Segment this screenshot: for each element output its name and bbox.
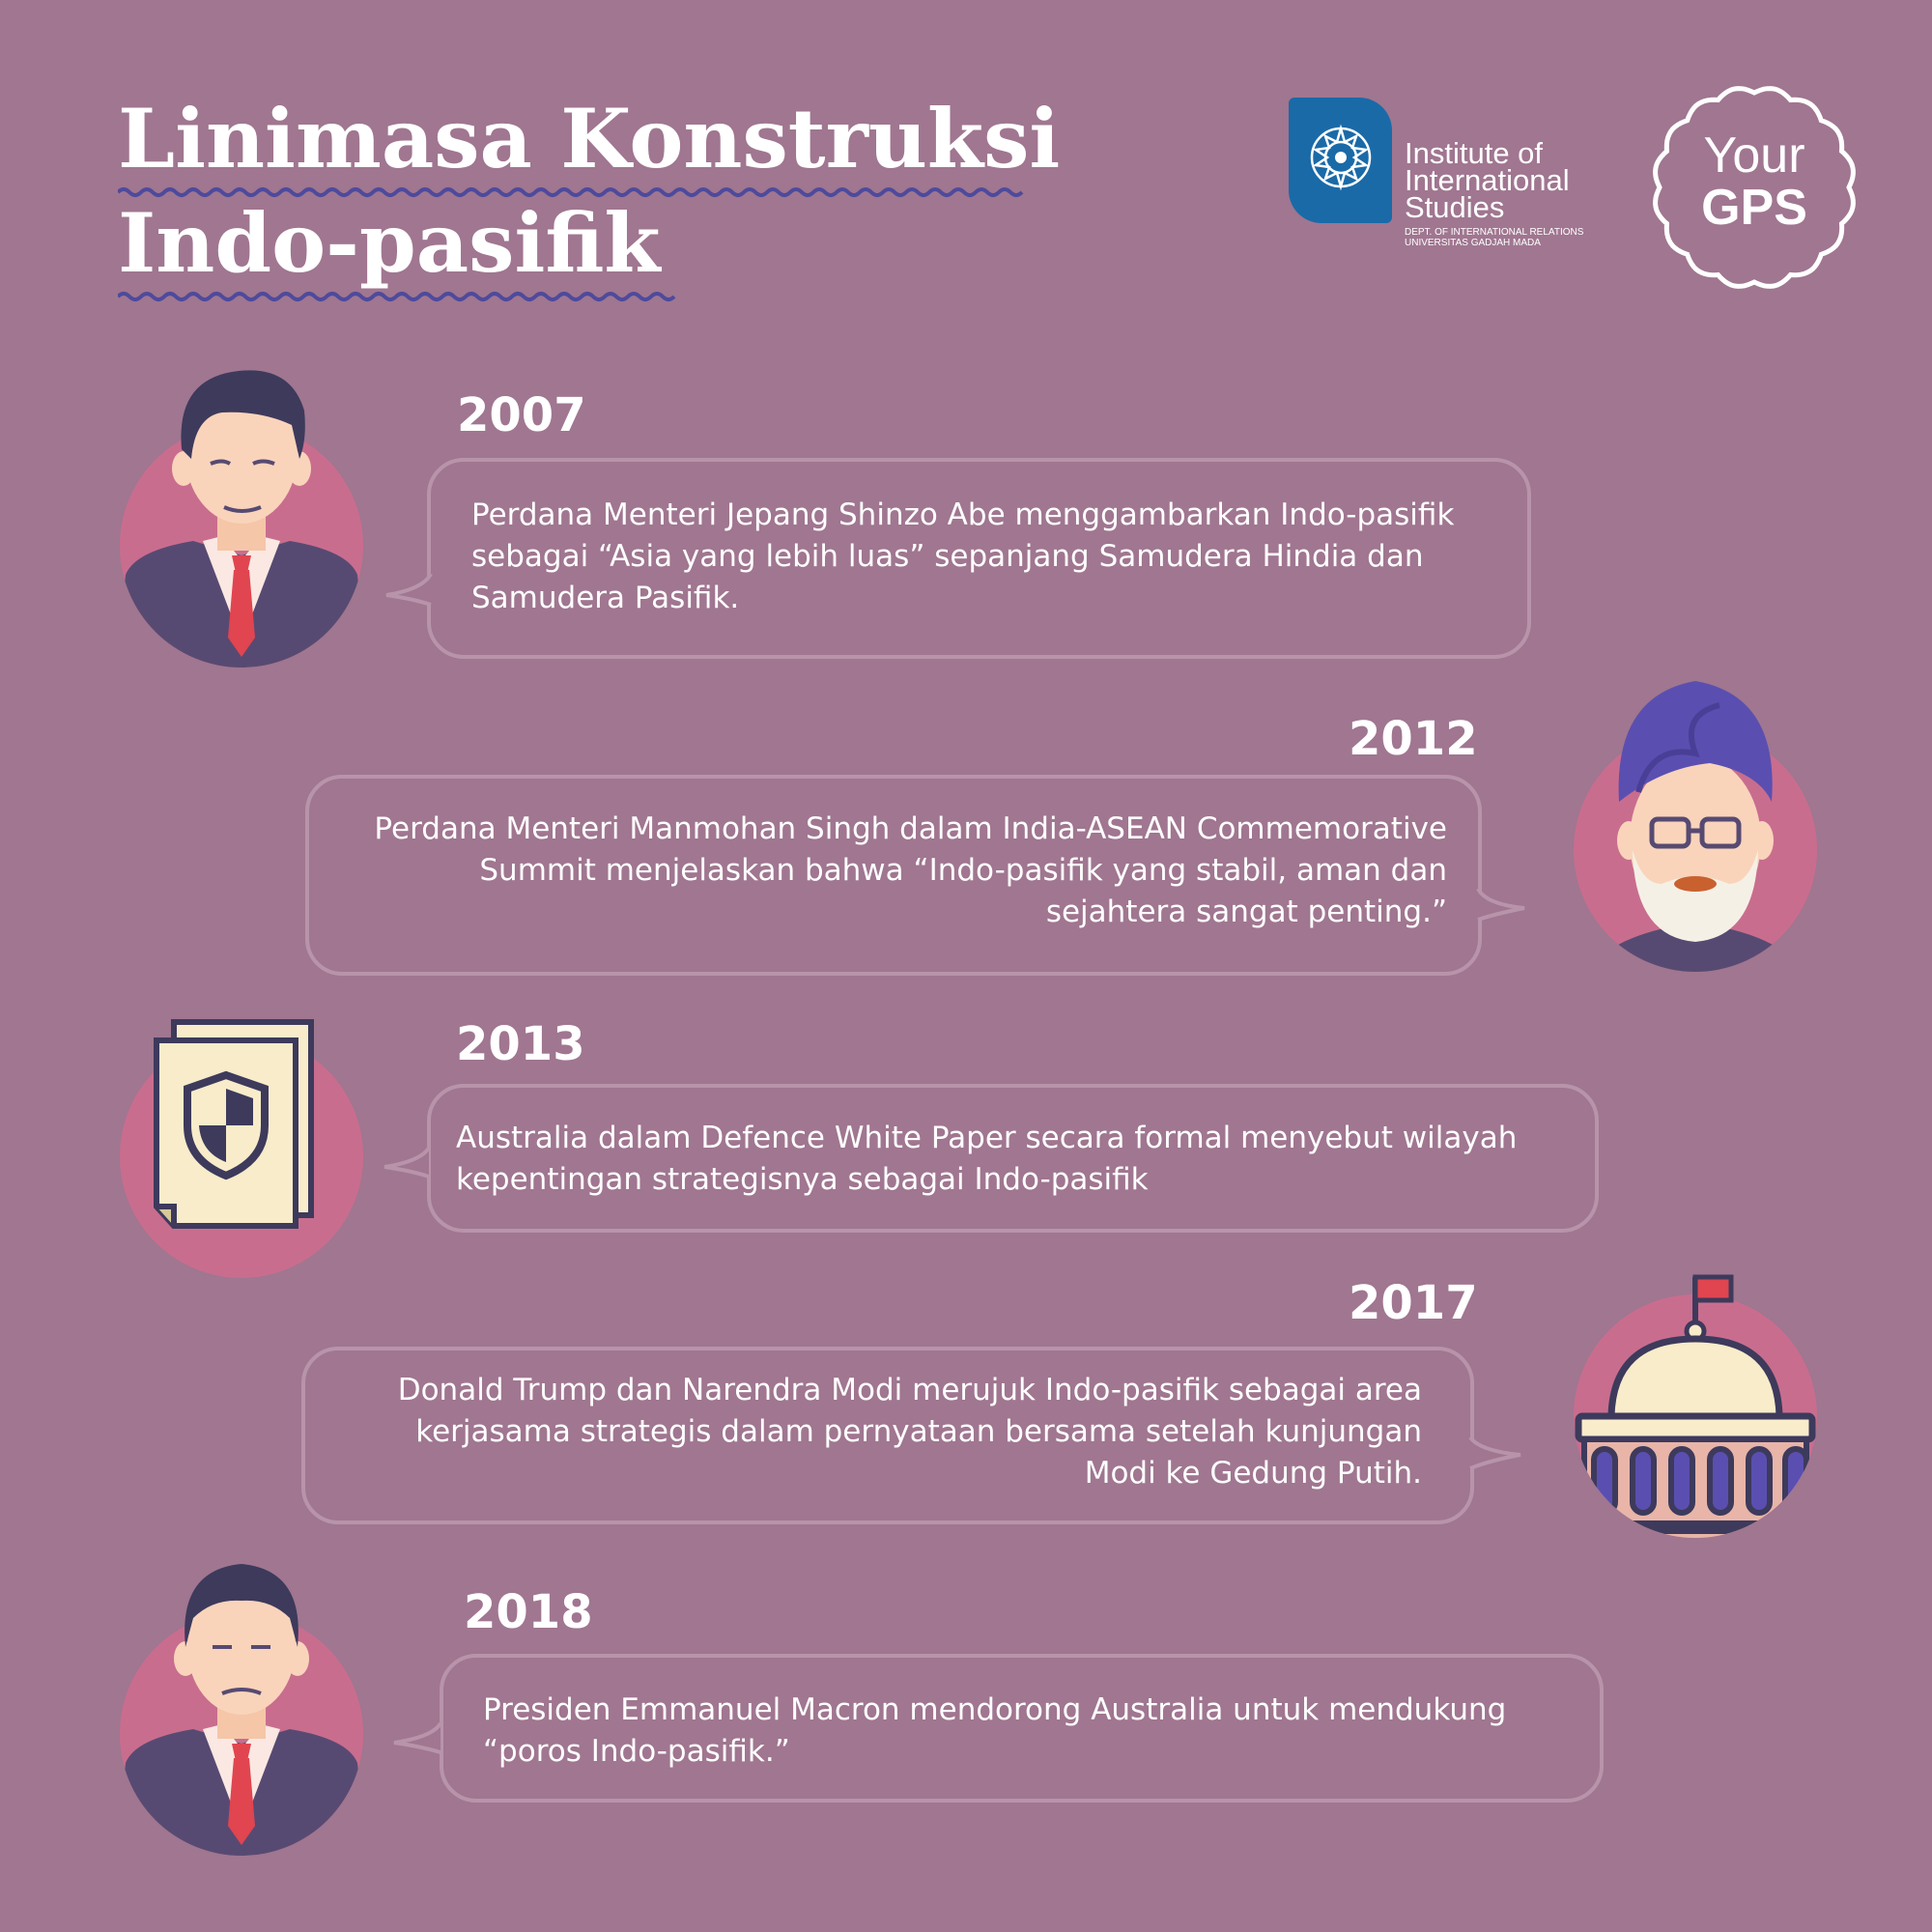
entry-description: Perdana Menteri Manmohan Singh dalam India-ASEAN Commemorative Summit menjelaskan bahwa “Indo-pasifik yang stabil, aman dan sejahtera sangat penting.” [374, 811, 1447, 929]
gps-text [1648, 129, 1861, 234]
institute-name: Institute of International Studies [1405, 136, 1570, 224]
institute-logo [1289, 98, 1588, 252]
institute-department: DEPT. OF INTERNATIONAL RELATIONS UNIVERSITAS GADJAH MADA [1405, 227, 1584, 248]
entry-description: Donald Trump dan Narendra Modi merujuk Indo-pasifik sebagai area kerjasama strategis dalam pernyataan bersama setelah kunjungan Modi ke Gedung Putih. [397, 1373, 1422, 1491]
entry-description: Presiden Emmanuel Macron mendorong Australia untuk mendukung “poros Indo-pasifik.” [483, 1692, 1507, 1769]
institute-emblem [1289, 98, 1392, 223]
ugm-seal-icon [1302, 119, 1379, 196]
year-label: 2018 [464, 1585, 593, 1639]
bubble-tail [384, 570, 433, 609]
manmohan-singh-avatar-icon [1565, 676, 1826, 985]
year-label: 2017 [1349, 1276, 1478, 1330]
bubble-tail [1476, 885, 1526, 923]
bubble-tail [392, 1719, 444, 1758]
page-title [118, 87, 1060, 296]
year-label: 2007 [457, 388, 586, 442]
title-line-2: Indo-pasifik [118, 191, 1060, 296]
shield-document-icon [116, 1017, 367, 1288]
gps-line-2: GPS [1701, 180, 1807, 236]
your-gps-logo [1648, 81, 1861, 294]
gps-line-1: Your [1703, 128, 1805, 184]
shinzo-abe-avatar-icon [116, 353, 367, 671]
emmanuel-macron-avatar-icon [116, 1550, 367, 1860]
entry-description: Perdana Menteri Jepang Shinzo Abe menggambarkan Indo-pasifik sebagai “Asia yang lebih luas” sepanjang Samudera Hindia dan Samudera Pasifik. [471, 497, 1455, 615]
wavy-underline-2 [118, 290, 678, 303]
year-label: 2013 [456, 1017, 585, 1071]
capitol-building-icon [1565, 1271, 1826, 1542]
bubble-tail [1468, 1434, 1522, 1472]
year-label: 2012 [1349, 712, 1478, 766]
bubble-tail [383, 1144, 433, 1182]
entry-description: Australia dalam Defence White Paper secara formal menyebut wilayah kepentingan strategisnya sebagai Indo-pasifik [456, 1121, 1518, 1197]
title-line-1: Linimasa Konstruksi [118, 87, 1060, 191]
